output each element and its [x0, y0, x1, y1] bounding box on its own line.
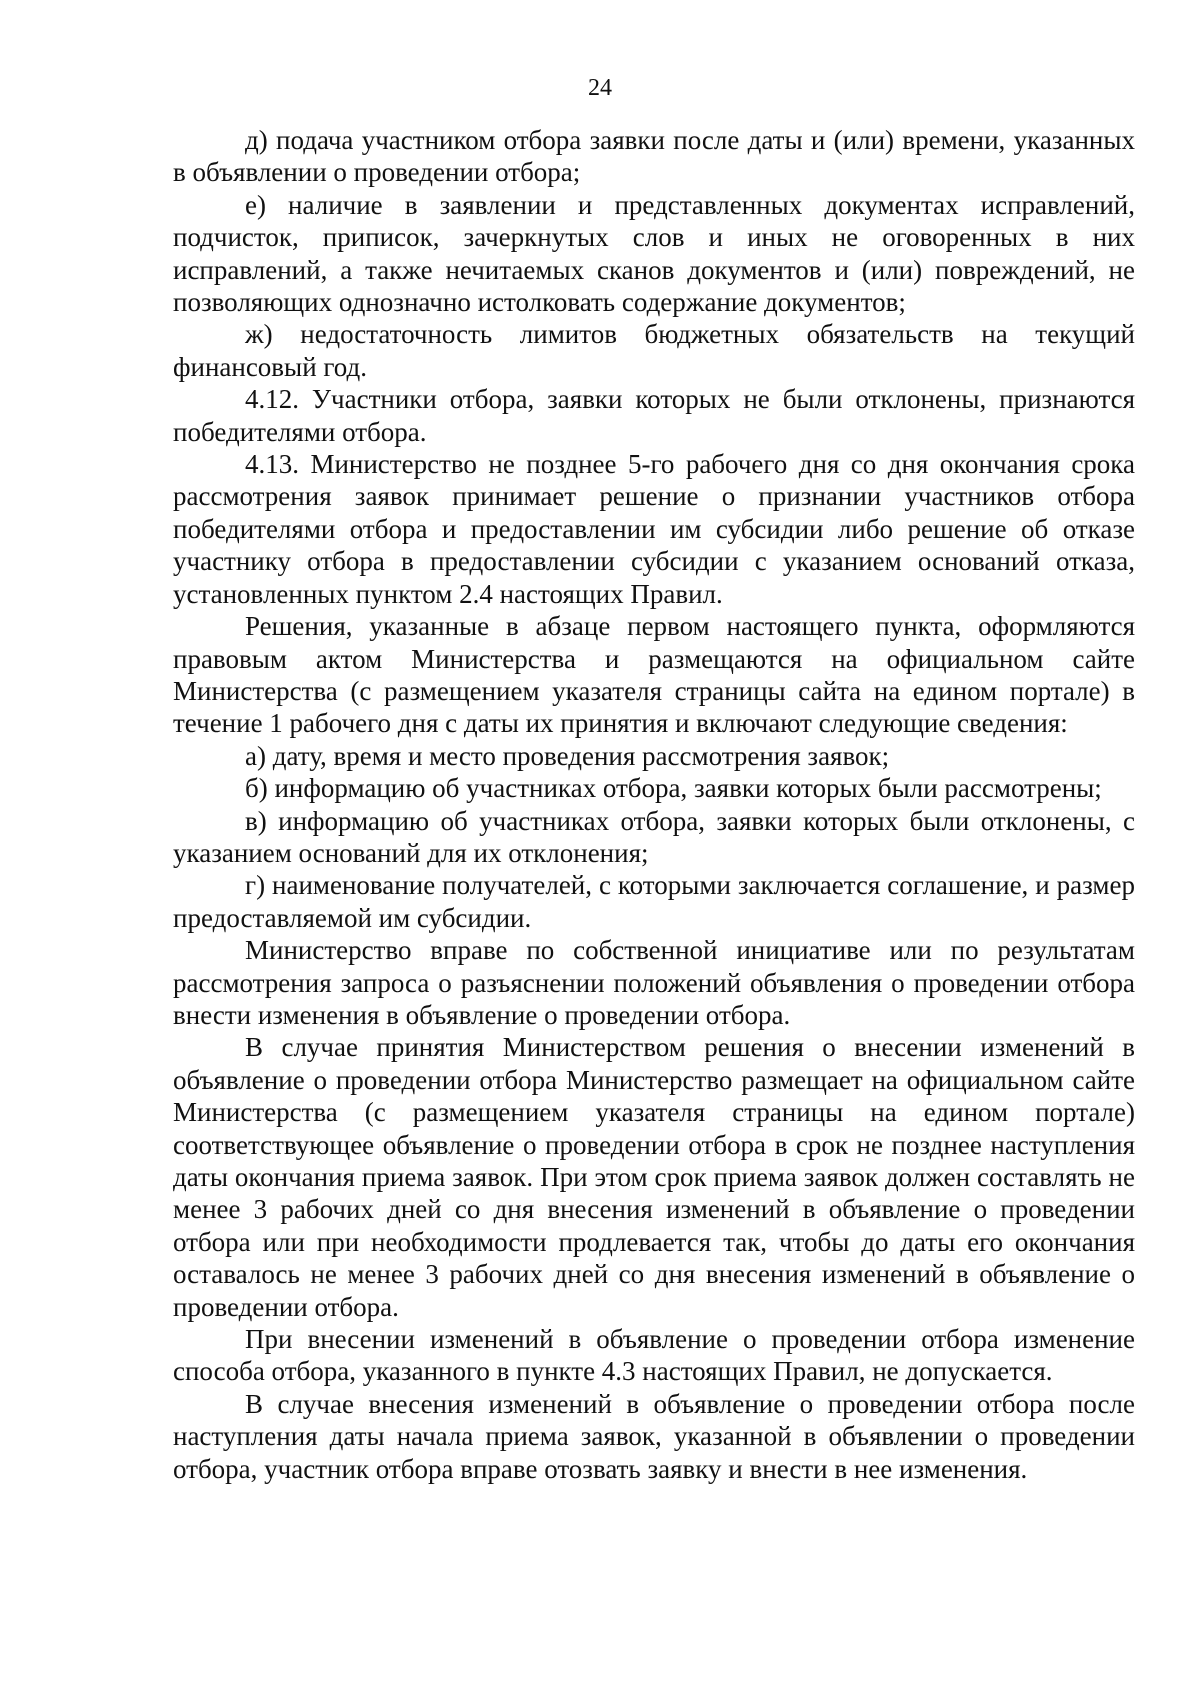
paragraph-method-change: При внесении изменений в объявление о проведении отбора изменение способа отбора, указанного в пункте 4.3 настоящих Правил, не допускается. [173, 1324, 1135, 1387]
document-body [173, 124, 1135, 1485]
paragraph-changes-publication: В случае принятия Министерством решения о внесении изменений в объявление о проведении отбора Министерство размещает на официальном сайте Министерства (с размещением указателя страницы на едином портале) соответствующее объявление о проведении отбора в срок не позднее наступления даты окончания приема заявок. При этом срок приема заявок должен составлять не менее 3 рабочих дней со дня внесения изменений в объявление о проведении отбора или при необходимости продлевается так, чтобы до даты его окончания оставалось не менее 3 рабочих дней со дня внесения изменений в объявление о проведении отбора. [173, 1032, 1135, 1322]
paragraph-decisions: Решения, указанные в абзаце первом настоящего пункта, оформляются правовым актом Министерства и размещаются на официальном сайте Министерства (с размещением указателя страницы сайта на едином портале) в течение 1 рабочего дня с даты их принятия и включают следующие сведения: [173, 611, 1135, 739]
paragraph-item-b: б) информацию об участниках отбора, заявки которых были рассмотрены; [245, 773, 1102, 804]
paragraph-item-g: г) наименование получателей, с которыми заключается соглашение, и размер предоставляемой им субсидии. [173, 870, 1135, 933]
paragraph-item-v: в) информацию об участниках отбора, заявки которых были отклонены, с указанием оснований для их отклонения; [173, 805, 1135, 868]
paragraph-item-e: е) наличие в заявлении и представленных документах исправлений, подчисток, приписок, зачеркнутых слов и иных не оговоренных в них исправлений, а также нечитаемых сканов документов и (или) повреждений, не позволяющих однозначно истолковать содержание документов; [173, 189, 1135, 318]
paragraph-clause-4-13: 4.13. Министерство не позднее 5-го рабочего дня со дня окончания срока рассмотрения заявок принимает решение о признании участников отбора победителями отбора и предоставлении им субсидии либо решение об отказе участнику отбора в предоставлении субсидии с указанием оснований отказа, установленных пунктом 2.4 настоящих Правил. [173, 449, 1135, 609]
paragraph-ministry-right: Министерство вправе по собственной инициативе или по результатам рассмотрения запроса о разъяснении положений объявления о проведении отбора внести изменения в объявление о проведении отбора. [173, 935, 1135, 1030]
paragraph-withdraw-application: В случае внесения изменений в объявление о проведении отбора после наступления даты начала приема заявок, указанной в объявлении о проведении отбора, участник отбора вправе отозвать заявку и внести в нее изменения. [173, 1388, 1135, 1484]
paragraph-item-zh: ж) недостаточность лимитов бюджетных обязательств на текущий финансовый год. [173, 319, 1135, 382]
page-number: 24 [588, 75, 612, 101]
paragraph-clause-4-12: 4.12. Участники отбора, заявки которых не были отклонены, признаются победителями отбора. [173, 384, 1135, 447]
paragraph-item-d: д) подача участником отбора заявки после даты и (или) времени, указанных в объявлении о проведении отбора; [173, 125, 1135, 188]
paragraph-item-a: а) дату, время и место проведения рассмотрения заявок; [245, 740, 890, 771]
